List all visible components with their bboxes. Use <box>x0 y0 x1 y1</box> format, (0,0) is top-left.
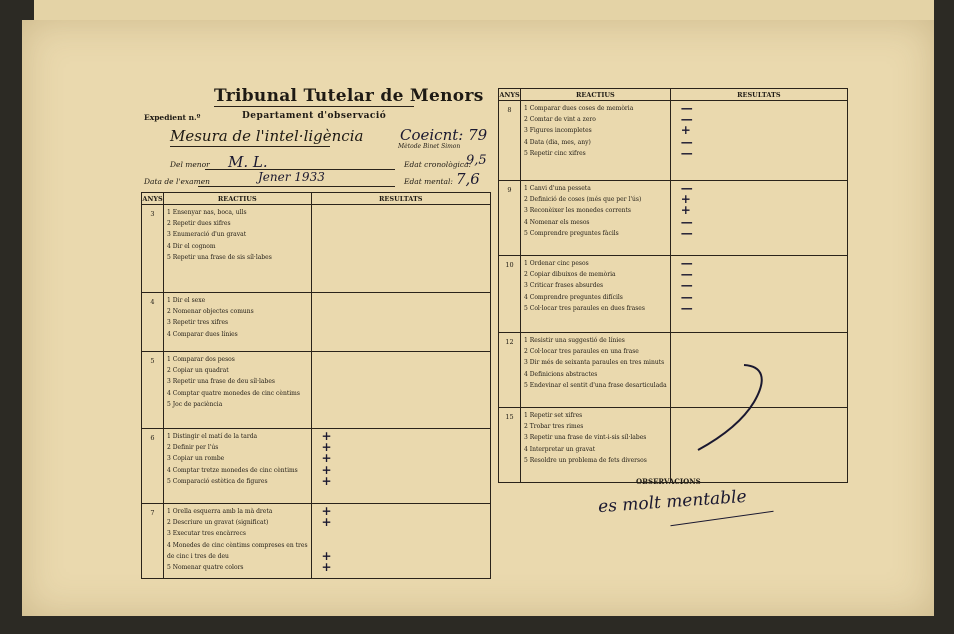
exam-date-line <box>198 186 395 187</box>
reactiu-item: 2 Repetir dues xifres <box>167 220 231 228</box>
reactiu-item: 4 Data (dia, mes, any) <box>524 138 591 146</box>
result-mark: — <box>680 300 693 315</box>
right-results-table <box>498 88 848 483</box>
reactiu-item: 1 Canvi d'una pesseta <box>524 185 591 192</box>
age-cell: 5 <box>142 352 164 429</box>
result-mark: — <box>680 278 693 293</box>
reactiu-item: 5 Col·locar tres paraules en dues frases <box>524 304 645 312</box>
exam-date-label: Data de l'examen <box>144 177 210 186</box>
age-cell: 12 <box>499 333 521 408</box>
reactiu-item: 3 Criticar frases absurdes <box>524 282 604 290</box>
form-title: Mesura de l'intel·ligència <box>170 127 364 145</box>
reactiu-item: 4 Interpretar un gravat <box>524 445 596 453</box>
reactius-column-header: REACTIUS <box>521 89 671 101</box>
result-mark: + <box>321 429 332 443</box>
chrono-age-label: Edat cronològica: <box>404 160 472 169</box>
reactiu-item: 2 Copiar dibuixos de memòria <box>524 271 616 279</box>
reactiu-item: 5 Comparació estètica de figures <box>167 477 268 485</box>
reactiu-item: 3 Executar tres encàrrecs <box>167 530 246 538</box>
reactiu-item: 1 Ensenyar nas, boca, ulls <box>167 209 247 216</box>
result-mark: + <box>680 123 691 138</box>
result-mark: — <box>680 145 693 160</box>
age-cell: 7 <box>142 504 164 579</box>
results-cell <box>311 352 490 429</box>
result-mark: — <box>680 289 693 304</box>
result-mark: — <box>680 267 693 282</box>
result-mark: + <box>321 560 332 574</box>
reactiu-item: 1 Dir el sexe <box>167 297 206 304</box>
result-mark: + <box>321 548 332 563</box>
reactiu-item: 3 Dir més de seixanta paraules en tres minuts <box>524 359 665 367</box>
reactiu-item: 3 Copiar un rombe <box>167 455 225 463</box>
reactiu-item: 2 Descriure un gravat (significat) <box>167 519 269 527</box>
title-underline <box>214 106 414 107</box>
reactiu-item: 1 Ordenar cinc pesos <box>524 260 589 267</box>
reactius-cell <box>164 352 312 429</box>
reactius-column-header: REACTIUS <box>164 193 312 205</box>
reactiu-item: 5 Endevinar el sentit d'una frase desarticulada <box>524 381 667 389</box>
observations-label: OBSERVACIONS <box>636 477 701 486</box>
reactiu-item: 5 Joc de paciència <box>167 400 223 408</box>
reactius-cell <box>164 504 312 579</box>
result-mark: + <box>680 192 691 207</box>
reactiu-item: 2 Col·locar tres paraules en una frase <box>524 348 639 356</box>
mental-age-label: Edat mental: <box>404 177 453 186</box>
reactiu-item: 4 Comptar tretze monedes de cinc cèntims <box>167 466 298 474</box>
reactiu-item: 2 Definició de coses (més que per l'ús) <box>524 196 642 204</box>
reactiu-item: 4 Definicions abstractes <box>524 370 598 378</box>
result-mark: + <box>321 451 332 466</box>
reactius-cell <box>164 205 312 293</box>
age-group-row <box>499 256 848 333</box>
reactiu-item: 2 Trobar tres rimes <box>524 423 584 431</box>
reactiu-item: 3 Enumeració d'un gravat <box>167 231 247 239</box>
reactius-cell <box>521 181 671 256</box>
reactiu-item: 3 Figures incompletes <box>524 127 592 135</box>
department-label: Departament d'observació <box>242 111 387 121</box>
age-cell: 8 <box>499 101 521 181</box>
reactiu-item: 5 Comprendre preguntes fàcils <box>524 229 619 237</box>
reactiu-item: 2 Copiar un quadrat <box>167 367 229 375</box>
results-cell <box>311 293 490 352</box>
result-mark: + <box>321 473 332 488</box>
reactiu-item: 3 Repetir una frase de deu síl·labes <box>167 378 275 386</box>
result-mark: — <box>680 256 693 270</box>
minor-value: M. L. <box>228 153 268 171</box>
reactiu-item: 2 Definir per l'ús <box>167 444 219 452</box>
reactius-cell <box>521 333 671 408</box>
result-mark: — <box>680 214 693 229</box>
form-title-underline <box>170 146 330 147</box>
age-cell: 4 <box>142 293 164 352</box>
exam-date-value: Jener 1933 <box>258 170 325 184</box>
result-mark: — <box>680 225 693 240</box>
reactiu-item: de cinc i tres de deu <box>167 552 229 560</box>
reactiu-item: 4 Monedes de cinc cèntims compreses en tres <box>167 541 308 549</box>
reactiu-item: 1 Comparar dos pesos <box>167 356 235 363</box>
age-group-row <box>142 293 491 352</box>
result-mark: — <box>680 181 693 195</box>
reactiu-item: 4 Comparar dues línies <box>167 330 238 338</box>
reactiu-item: 3 Repetir tres xifres <box>167 319 229 327</box>
result-mark: — <box>680 112 693 127</box>
mental-age-value: 7,6 <box>456 170 480 188</box>
result-mark: — <box>680 101 693 115</box>
reactiu-item: 5 Repetir cinc xifres <box>524 149 586 157</box>
age-group-row <box>142 352 491 429</box>
reactiu-item: 4 Comprendre preguntes difícils <box>524 293 623 301</box>
results-cell <box>311 205 490 293</box>
chrono-age-value: 9,5 <box>466 153 487 168</box>
handwritten-strike <box>690 360 780 455</box>
age-group-row <box>142 429 491 504</box>
results-cell <box>670 256 847 333</box>
reactiu-item: 1 Comparar dues coses de memòria <box>524 105 634 112</box>
age-column-header: ANYS <box>499 90 520 99</box>
reactius-cell <box>521 256 671 333</box>
age-group-row <box>142 205 491 293</box>
reactiu-item: 3 Repetir una frase de vint-i-sis síl·labes <box>524 434 647 442</box>
expedient-label: Expedient n.º <box>144 113 201 122</box>
results-cell <box>311 504 490 579</box>
reactiu-item: 4 Comptar quatre monedes de cinc cèntims <box>167 389 300 397</box>
reactiu-item: 2 Comtar de vint a zero <box>524 116 596 124</box>
reactiu-item: 5 Repetir una frase de sis síl·labes <box>167 253 272 261</box>
reactiu-item: 1 Resistir una suggestió de línies <box>524 337 625 344</box>
result-mark: + <box>321 504 332 518</box>
reactiu-item: 4 Nomenar els mesos <box>524 218 590 226</box>
result-mark: + <box>321 462 332 477</box>
results-column-header: RESULTATS <box>670 89 847 101</box>
reactius-cell <box>164 429 312 504</box>
age-cell: 6 <box>142 429 164 504</box>
reactiu-item: 5 Nomenar quatre colors <box>167 563 244 571</box>
coefficient-handwritten: Coeicnt: 79 <box>400 126 488 144</box>
age-group-row <box>499 333 848 408</box>
age-cell: 9 <box>499 181 521 256</box>
reactiu-item: 1 Distingir el matí de la tarda <box>167 433 258 440</box>
age-column-header: ANYS <box>142 194 163 203</box>
results-cell <box>311 429 490 504</box>
reactius-cell <box>521 101 671 181</box>
results-cell <box>670 181 847 256</box>
reactiu-item: 1 Repetir set xifres <box>524 412 583 419</box>
reactiu-item: 1 Orella esquerra amb la mà dreta <box>167 508 273 515</box>
results-column-header: RESULTATS <box>311 193 490 205</box>
result-mark: + <box>321 440 332 455</box>
reactius-cell <box>164 293 312 352</box>
reactiu-item: 4 Dir el cognom <box>167 242 216 250</box>
observations-handwritten: es molt mentable <box>597 486 748 518</box>
age-cell: 15 <box>499 408 521 483</box>
page-title: Tribunal Tutelar de Menors <box>214 86 484 106</box>
reactiu-item: 2 Nomenar objectes comuns <box>167 308 254 316</box>
age-group-row <box>499 181 848 256</box>
method-label: Mètode Binet Simon <box>398 143 461 150</box>
result-mark: + <box>680 203 691 218</box>
age-group-row <box>499 408 848 483</box>
reactiu-item: 3 Reconèixer les monedes corrents <box>524 207 631 215</box>
age-group-row <box>142 504 491 579</box>
result-mark: — <box>680 134 693 149</box>
result-mark: + <box>321 515 332 530</box>
reactius-cell <box>521 408 671 483</box>
age-cell: 3 <box>142 205 164 293</box>
age-group-row <box>499 101 848 181</box>
reactiu-item: 5 Resoldre un problema de fets diversos <box>524 456 647 464</box>
left-results-table <box>141 192 491 579</box>
minor-label: Del menor <box>170 160 210 169</box>
age-cell: 10 <box>499 256 521 333</box>
results-cell <box>670 101 847 181</box>
